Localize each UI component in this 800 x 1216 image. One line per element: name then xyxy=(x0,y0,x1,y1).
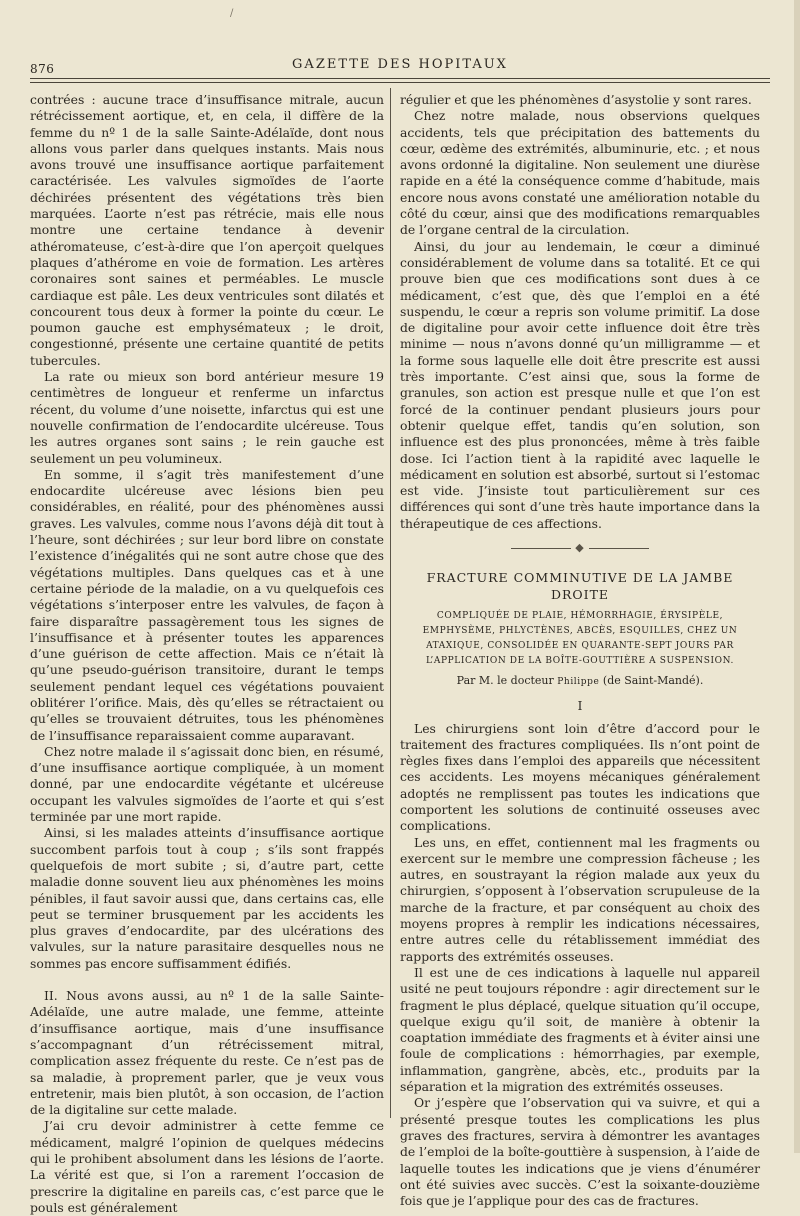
paragraph: régulier et que les phénomènes d’asystolie y sont rares. xyxy=(400,92,752,107)
article-title: FRACTURE COMMINUTIVE DE LA JAMBE DROITE xyxy=(426,570,734,602)
column-divider xyxy=(390,88,391,1118)
paragraph: Il est une de ces indications à laquelle nul appareil usité ne peut toujours répondre : agir directement sur le fragment le plus déplacé, quelque situation qu’il occupe, quelque exigu qu’il soit, de manière à obtenir la coaptation immédiate des fragments et à éviter ainsi une foule de complications : hémorrhagies, par exemple, inflammation, gangrène, abcès, etc., produits par la séparation et la migration des extrémités osseuses. xyxy=(400,964,760,1095)
paragraph: Chez notre malade il s’agissait donc bien, en résumé, d’une insuffisance aortique compliquée, à un moment donné, par une endocardite végétante et ulcéreuse occupant les valvules sigmoïdes de l’aorte et qui s’est terminée par une mort rapide. xyxy=(30,743,384,825)
header-rule xyxy=(30,78,770,79)
top-mark: / xyxy=(230,8,234,19)
author-name: Philippe xyxy=(557,676,600,687)
page-number: 876 xyxy=(30,62,55,76)
section-gap xyxy=(30,972,384,988)
paragraph: J’ai cru devoir administrer à cette femme ce médicament, malgré l’opinion de quelques médecins qui le prohibent absolument dans les lésions de l’aorte. La vérité est que, si l’on a rarement l’occasion de prescrire la digitaline en pareils cas, c’est parce que le pouls est généralement xyxy=(30,1118,384,1215)
section-ornament: ◆ xyxy=(400,540,760,556)
paragraph: contrées : aucune trace d’insuffisance mitrale, aucun rétrécissement aortique, et, en cela, il diffère de la femme du nº 1 de la salle Sainte-Adélaïde, dont nous allons vous parler dans quelques instants. Mais nous avons trouvé une insuffisance aortique parfaitement caractérisée. Les valvules sigmoïdes de l’aorte déchirées présentent des végétations très bien marquées. L’aorte n’est pas rétrécie, mais elle nous montre une certaine tendance à devenir athéromateuse, c’est-à-dire que l’on aperçoit quelques plaques d’athérome en voie de formation. Les artères coronaires sont saines et perméables. Le muscle cardiaque est pâle. Les deux ventricules sont dilatés et concourent tous deux à former la pointe du cœur. Le poumon gauche est emphysémateux ; le droit, congestionné, présente une certaine quantité de petits tubercules. xyxy=(30,92,384,368)
author-prefix: Par M. le docteur xyxy=(456,673,554,687)
paragraph: II. Nous avons aussi, au nº 1 de la salle Sainte-Adélaïde, une autre malade, une femme, atteinte d’insuffisance aortique, mais d’une insuffisance s’accompagnant d’un rétrécissement mitral, complication assez fréquente du reste. Ce n’est pas de sa maladie, à proprement parler, que je veux vous entretenir, mais bien plutôt, à son occasion, de l’action de la digitaline sur cette malade. xyxy=(30,988,384,1118)
paragraph: Or j’espère que l’observation qui va suivre, et qui a présenté presque toutes les complications les plus graves des fractures, servira à démontrer les avantages de l’emploi de la boîte-gouttière à suspension, à l’aide de laquelle toutes les indications que je viens d’énumérer ont été suivies avec succès. C’est la soixante-douzième fois que je l’applique pour des cas de fractures. xyxy=(400,1095,760,1209)
paragraph: Ainsi, si les malades atteints d’insuffisance aortique succombent parfois tout à coup ; s’ils sont frappés quelquefois de mort subite ; si, d’autre part, cette maladie donne souvent lieu aux phénomènes les moins pénibles, il faut savoir aussi que, dans certains cas, elle peut se terminer brusquement par les accidents les plus graves d’endocardite, par des ulcérations des valvules, sur la nature parasitaire desquelles nous ne sommes pas encore suffisamment édifiés. xyxy=(30,825,384,971)
section-number: I xyxy=(577,699,583,714)
article-subtitle: COMPLIQUÉE DE PLAIE, HÉMORRHAGIE, ÉRYSIPÈLE, EMPHYSÈME, PHLYCTÈNES, ABCÈS, ESQUILLES, CHEZ UN ATAXIQUE, CONSOLIDÉE EN QUARANTE-SEPT JOURS PAR L’APPLICATION DE LA BOÎTE-GOUTTIÈRE A SUSPENSION. xyxy=(422,610,738,666)
left-column xyxy=(30,92,384,1216)
page-edge xyxy=(794,0,800,1153)
paragraph: En somme, il s’agit très manifestement d’une endocardite ulcéreuse avec lésions bien peu considérables, en réalité, pour des phénomènes aussi graves. Les valvules, comme nous l’avons déjà dit tout à l’heure, sont déchirées ; sur leur bord libre on constate l’existence d’inégalités qui ne sont autre chose que des végétations multiples. Dans quelques cas et à une certaine période de la maladie, on a vu quelquefois ces végétations s’interposer entre les valvules, de façon à faire disparaître passagèrement tous les signes de l’insuffisance et à présenter toutes les apparences d’une guérison de cette affection. Mais ce n’était là qu’une pseudo-guérison transitoire, durant le temps seulement pendant lequel ces végétations pouvaient oblitérer l’orifice. Mais, dès qu’elles se rétractaient ou qu’elles se trouvaient détruites, tous les phénomènes de l’insuffisance reparaissaient comme auparavant. xyxy=(30,466,384,743)
article-author xyxy=(400,673,760,690)
author-suffix: (de Saint-Mandé). xyxy=(602,673,704,687)
paragraph: La rate ou mieux son bord antérieur mesure 19 centimètres de longueur et renferme un infarctus récent, du volume d’une noisette, infarctus qui est une nouvelle confirmation de l’endocardite ulcéreuse. Tous les autres organes sont sains ; le rein gauche est seulement un peu volumineux. xyxy=(30,369,384,466)
right-column xyxy=(400,92,760,1209)
paragraph: Les chirurgiens sont loin d’être d’accord pour le traitement des fractures compliquées. Ils n’ont point de règles fixes dans l’emploi des appareils que nécessitent ces accidents. Les moyens mécaniques généralement adoptés ne remplissent pas toutes les indications que comportent les solutions de continuité osseuses avec complications. xyxy=(400,720,760,834)
paragraph: Les uns, en effet, contiennent mal les fragments ou exercent sur le membre une compression fâcheuse ; les autres, en soustrayant la région malade aux yeux du chirurgien, s’opposent à l’observation scrupuleuse de la marche de la fracture, et par conséquent au choix des moyens propres à remplir les indications nécessaires, entre autres celle du rétablissement immédiat des rapports des extrémités osseuses. xyxy=(400,834,760,964)
journal-title: GAZETTE DES HOPITAUX xyxy=(292,57,508,72)
paragraph: Chez notre malade, nous observions quelques accidents, tels que précipitation des battements du cœur, œdème des extrémités, albuminurie, etc. ; et nous avons ordonné la digitaline. Non seulement une diurèse rapide en a été la conséquence comme d’habitude, mais encore nous avons constaté une amélioration notable du côté du cœur, ainsi que des modifications remarquables de l’organe central de la circulation. xyxy=(400,108,760,238)
header-rule xyxy=(30,82,770,83)
paragraph: Ainsi, du jour au lendemain, le cœur a diminué considérablement de volume dans sa totalité. Et ce qui prouve bien que ces modifications sont dues à ce médicament, c’est que, dès que l’emploi en a été suspendu, le cœur a repris son volume primitif. La dose de digitaline pour avoir cette influence doit être très minime — nous n’avons donné qu’un milligramme — et la forme sous laquelle elle doit être prescrite est aussi très importante. C’est ainsi que, sous la forme de granules, son action est presque nulle et que l’on est forcé de la continuer pendant plusieurs jours pour obtenir quelque effet, tandis qu’en solution, son influence est des plus prononcées, même à très faible dose. Ici l’action tient à la rapidité avec laquelle le médicament en solution est absorbé, surtout si l’estomac est vide. J’insiste tout particulièrement sur ces différences qui sont d’une très haute importance dans la thérapeutique de ces affections. xyxy=(400,238,760,531)
